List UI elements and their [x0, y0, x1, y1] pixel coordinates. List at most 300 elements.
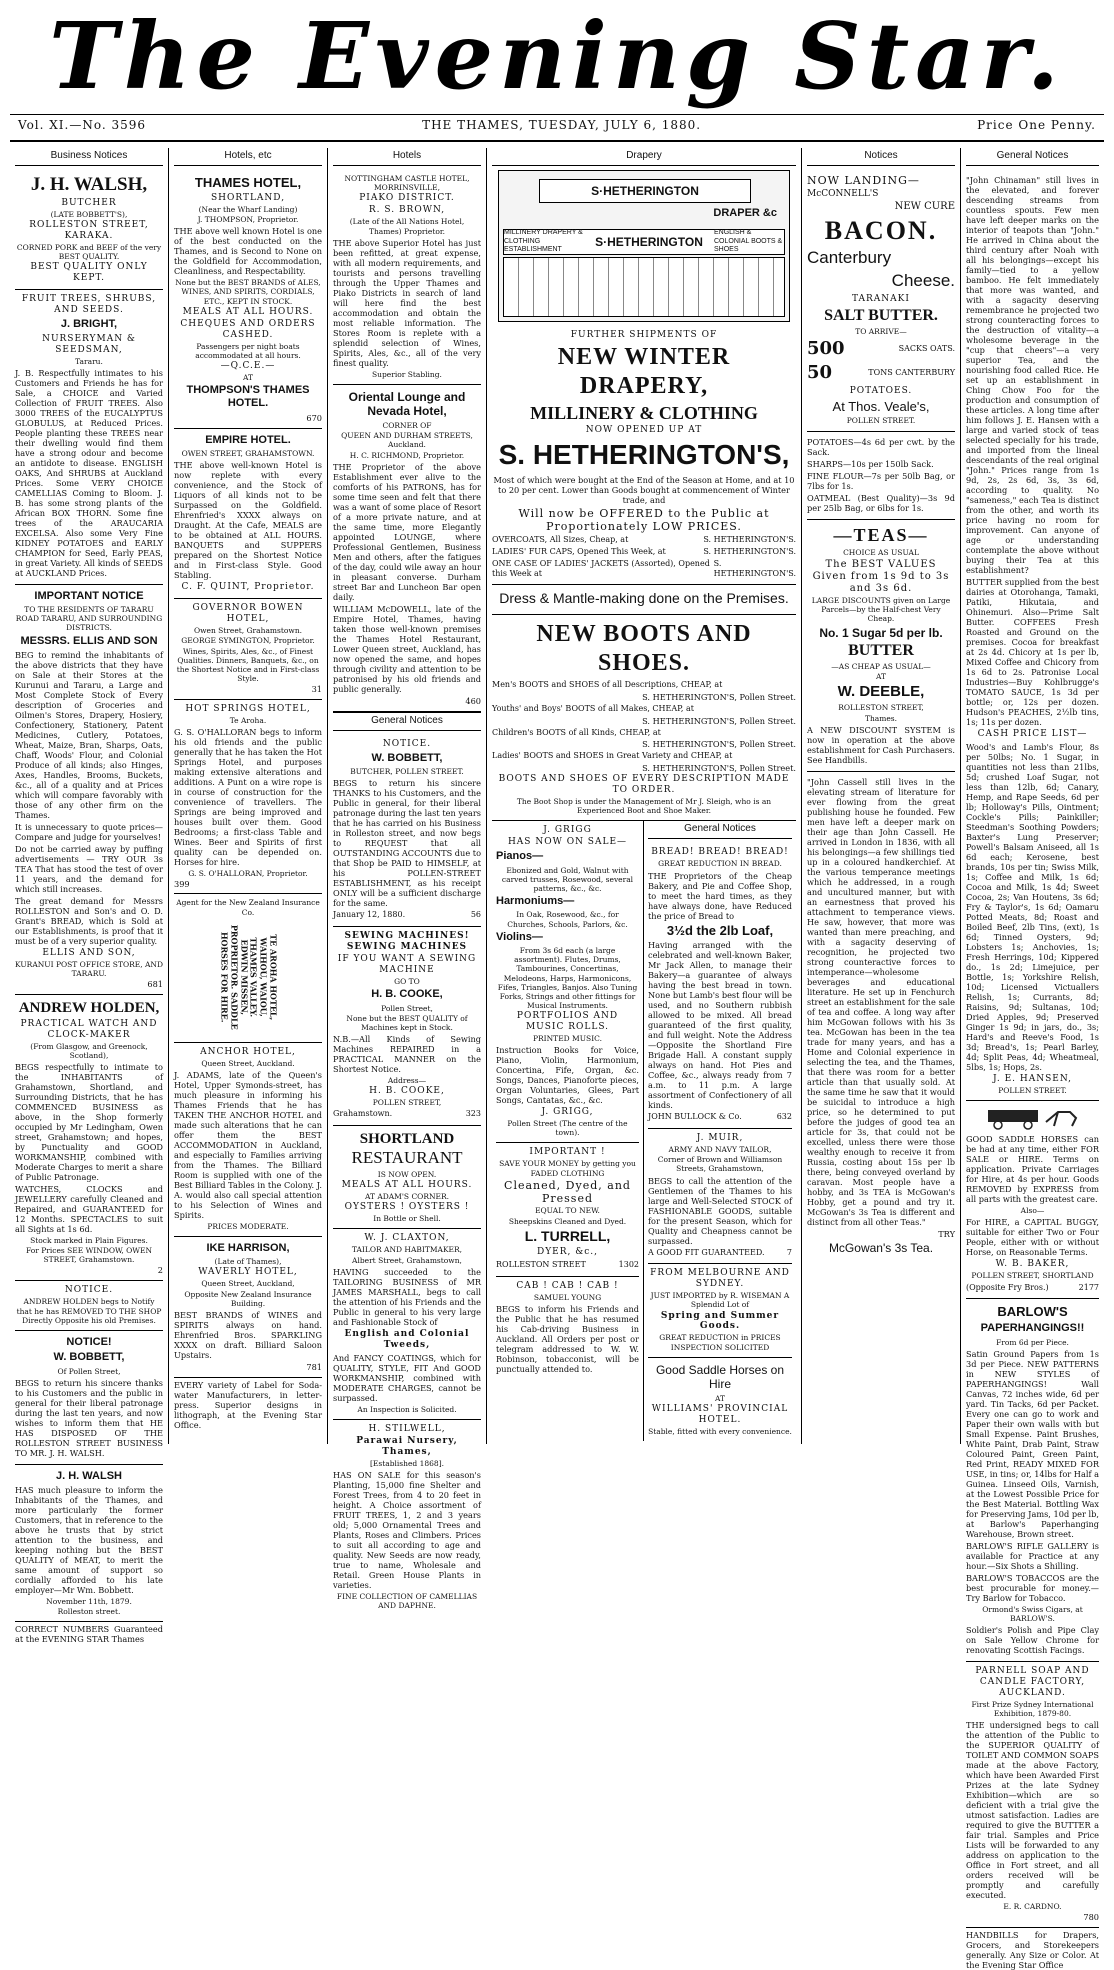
ad-sign: W. B. BAKER, — [995, 1259, 1070, 1270]
column-drapery — [487, 148, 802, 1444]
ad-line-where: S. HETHERINGTON'S, Pollen Street. — [642, 691, 796, 702]
prices-ad — [807, 432, 955, 520]
holden-ad — [15, 995, 163, 1281]
ad-title: ANDREW HOLDEN, — [18, 1000, 160, 1017]
ad-note: AT — [714, 1393, 725, 1403]
drapery-split — [492, 821, 796, 1441]
ad-body: It is unnecessary to quote prices—Compare and judge for yourselves! — [15, 822, 163, 842]
ad-body: THE above well-known Hotel is now replete with every convenience, and the Stock of Liquors of all kinds not to be Surpassed on the Goldfield. Ehrenfried's XXXX always on Draught. At the Cafe, MEALS are to be obtained at ALL HOURS. BANQUETS and SUPPERS prepared on the Shortest Notice and in First-class Style. Good Stabling. — [174, 460, 322, 581]
ad-trade: ARMY AND NAVY TAILOR, — [668, 1145, 772, 1155]
ad-note: Stable, fitted with every convenience. — [648, 1427, 792, 1437]
ad-title: H. B. COOKE, — [371, 988, 443, 1001]
ad-note: Opposite New Zealand Insurance Building. — [184, 1289, 312, 1308]
ad-nursery: Parawai Nursery, Thames, — [356, 1435, 458, 1457]
ad-note: BEST QUALITY ONLY KEPT. — [30, 262, 148, 284]
ad-sign: THOMPSON'S THAMES HOTEL. — [186, 384, 310, 410]
ad-body: BEG to remind the inhabitants of the above districts that they have on Sale at their Stores at the Kurunui and Tararu, a Large and Most Complete Stock of Every description of Groceries and Oilmen's Stores, Drapery, Hosiery, Confectionery, Stationery, Patent Medicines, Cutlery, Potatoes, Wheat, Maize, Bran, Sharps, Oats, Chaff, Woods' Flour, and Colonial Produce of all kinds; also Hinges, Axes, Handles, Brooms, Buckets, &c., all of a quality and at Prices which will compare favorably with those of any other firm on the Thames. — [15, 650, 163, 820]
ad-line: Men's BOOTS and SHOES of all Descriptions, CHEAP, at — [492, 680, 723, 690]
ad-item-body: In Oak, Rosewood, &c., for Churches, Schools, Parlors, &c. — [507, 910, 628, 929]
rotated-text: TE AROHA HOTEL, WAIHOU, WAIOU, THAMES VALLEY. EDWIN MISSEN, PROPRIETOR. SADDLE HORSES FOR HIRE. — [219, 925, 279, 1031]
ad-title: W. BOBBETT, — [371, 751, 443, 764]
dateline — [18, 118, 1096, 138]
ad-title-2: MILLINERY & CLOTHING — [530, 402, 758, 423]
ad-address: Corner of Brown and Williamson Streets, Grahamstown, — [657, 1155, 783, 1174]
ad-proprietor: J. THOMPSON, Proprietor. — [197, 215, 299, 225]
potatoes-label: TONS CANTERBURY — [868, 367, 955, 377]
ad-body: JUST IMPORTED by R. WISEMAN A Splendid Lot of — [650, 1291, 790, 1310]
ad-address: Owen Street, Grahamstown. — [193, 626, 303, 636]
ad-item: Violins— — [496, 930, 543, 943]
ad-town: Grahamstown. — [333, 1109, 393, 1119]
price-line: POTATOES—4s 6d per cwt. by the Sack. — [807, 436, 955, 457]
ad-footer — [333, 910, 481, 920]
ad-highlight: 3½d the 2lb Loaf, — [666, 922, 774, 938]
ad-note: From 6d per Piece. — [996, 1337, 1069, 1347]
ad-address: ROLLESTON STREET, — [838, 703, 924, 713]
ad-note: Passengers per night boats accommodated at all hours. — [195, 341, 301, 360]
te-aroha-ad — [174, 894, 322, 1042]
walsh2-ad — [15, 1465, 163, 1623]
baker-ad — [966, 1101, 1099, 1299]
ad-title: EMPIRE HOTEL. — [205, 433, 291, 446]
ad-note: (Opposite Fry Bros.) — [966, 1282, 1049, 1292]
anchor-hotel-ad — [174, 1043, 322, 1237]
ad-title: Dress & Mantle-making done on the Premises. — [499, 590, 789, 607]
ad-note: —AS CHEAP AS USUAL— — [831, 661, 931, 671]
ad-body: For HIRE, a CAPITAL BUGGY, suitable for either Two or Four People, either with or without Horse, on Reasonable Terms. — [966, 1217, 1099, 1258]
ad-title: BACON. — [824, 215, 938, 245]
ad-number: 2177 — [1078, 1282, 1099, 1292]
column-heading: Drapery — [492, 148, 796, 166]
correct-numbers: CORRECT NUMBERS Guaranteed at the EVENING STAR Thames — [15, 1624, 163, 1645]
ad-body: THE above Superior Hotel has just been refitted, at great expense, with all modern requirements, and tourists and persons travelling through the Upper Thames and Piako Districts in search of land will here find the best accommodation and obtain the most reliable information. The Stores Room is replete with a splendid selection of Wines, Spirits, Ales, &c., all of the very finest quality. — [333, 237, 481, 368]
agent-note: Agent for the New Zealand Insurance Co. — [176, 898, 320, 917]
ad-footer — [966, 1283, 1099, 1293]
labels-ad: EVERY variety of Label for Soda-water Manufacturers, in letter-press. Superior designs in lithograph, at the Evening Star Office. — [174, 1379, 322, 1430]
ad-line-where: S. HETHERINGTON'S, Pollen Street. — [642, 739, 796, 750]
price-line: FINE FLOUR—7s per 50lb Bag, or 7lbs for 1s. — [807, 470, 955, 491]
ad-lines — [492, 535, 796, 578]
ad-item: Pianos— — [496, 850, 544, 863]
ad-body: WILLIAM McDOWELL, late of the Empire Hotel, Thames, having taken those well-known premises the Thames Hotel Restaurant, Lower Queen street, Auckland, has now opened the same, and hopes through civility and attention to be patronised by his old friends and public generally. — [333, 603, 481, 694]
ad-body: J. ADAMS, late of the Queen's Hotel, Upper Symonds-street, has much pleasure in informing his Thames Friends that he has TAKEN THE ANCHOR HOTEL and made such alterations that he can offer them the BEST ACCOMMODATION in Auckland, and especially to Families arriving from the Thames. The Billiard Room is supplied with one of the Best Billiard Tables in the Colony. J. A. would also call special attention to his Selection of Wines and Spirits. — [174, 1069, 322, 1220]
ad-note: TARANAKI — [852, 293, 910, 304]
ad-body: HAS much pleasure to inform the Inhabitants of the Thames, and more particularly the former Customers, that in reference to the above he trusts that by strict attention to the business, and keeping nothing but the BEST QUALITY of MEAT, to merit the same amount of support so cordially afforded to his late employer—Mr Wm. Bobbett. — [15, 1485, 163, 1596]
ad-number: 323 — [465, 1109, 481, 1119]
ad-highlight: Spring and Summer Goods. — [660, 1310, 780, 1332]
ad-body: THE above well known Hotel is one of the best conducted on the Thames, and is Second to None on the Goldfield for Accommodation, Cleanliness, and Respectability. — [174, 226, 322, 277]
ad-body: HAVING succeeded to the TAILORING BUSINESS of MR JAMES MARSHALL, begs to call the attention of his Friends and the Public in general to his very large and Fashionable Stock of — [333, 1266, 481, 1327]
ad-note: (Late of the All Nations Hotel, Thames) Proprietor. — [349, 217, 465, 236]
ad-name: S. HETHERINGTON'S, — [498, 439, 790, 471]
oats-quantity: 500 — [807, 337, 845, 359]
hot-springs-ad — [174, 700, 322, 894]
ad-subheading: GREAT REDUCTION IN BREAD. — [658, 859, 782, 869]
ad-title-2: RESTAURANT — [351, 1148, 463, 1168]
column-heading: Hotels — [333, 148, 481, 166]
bowen-hotel-ad — [174, 599, 322, 700]
ad-line-where: S. HETHERINGTON'S, Pollen Street. — [642, 715, 796, 726]
price: Price One Penny. — [977, 118, 1096, 132]
sewing-ad — [333, 927, 481, 1126]
walsh-ad — [15, 170, 163, 290]
potatoes-quantity: 50 — [807, 361, 833, 383]
ad-body: BEST BRANDS of WINES and SPIRITS always on hand. Ehrenfried Bros. SPARKLING XXXX on draft. Billiard Saloon Upstairs. — [174, 1309, 322, 1360]
ad-number: 681 — [147, 979, 163, 990]
ad-title: SHORTLAND — [359, 1130, 455, 1147]
bobbett-notice — [15, 1331, 163, 1465]
ad-item-body: Ebonized and Gold, Walnut with carved trusses, Rosewood, several patterns, &c., &c. — [501, 865, 634, 893]
ad-note: An Inspection is Solicited. — [357, 1404, 457, 1414]
ad-note: POTATOES. — [849, 385, 913, 396]
ad-note: AT — [875, 671, 886, 681]
ad-title: J. BRIGHT, — [60, 318, 118, 331]
ad-title: —TEAS— — [833, 524, 929, 545]
ad-note: CORNER OF — [382, 421, 432, 431]
ad-body: THE Proprietors of the Cheap Bakery, and Pie and Coffee Shop, to meet the hard times, as they have always done, have Reduced the price of Bread to — [648, 870, 792, 921]
ad-address: QUEEN AND DURHAM STREETS, Auckland. — [341, 431, 473, 450]
ad-note: (Late of Thames), — [214, 1257, 282, 1267]
ad-subheading: TO THE RESIDENTS OF TARARU ROAD TARARU, AND SURROUNDING DISTRICTS. — [15, 605, 163, 633]
ad-address: POLLEN STREET. — [998, 1086, 1067, 1096]
ad-note: The Boot Shop is under the Management of Mr J. Sleigh, who is an Experienced Boot and Shoe Maker. — [516, 796, 772, 816]
price-line: SHARPS—10s per 150lb Sack. — [807, 458, 934, 469]
ad-body: BEGS to return his sincere THANKS to his Customers, and the Public in general, for their liberal patronage during the last ten years that he has carried on his Business in Rolleston street, and now begs to REQUEST that all OUTSTANDING ACCOUNTS due to that Shop be PAID to HIMSELF, at his POLLEN-STREET ESTABLISHMENT, as his receipt ONLY will be a sufficient discharge for the same. — [333, 778, 481, 909]
ad-note: TO ARRIVE— — [855, 326, 907, 336]
ad-body: And FANCY COATINGS, which for QUALITY, STYLE, FIT And GOOD WORKMANSHIP, combined with MODERATE CHARGES, cannot be surpassed. — [333, 1352, 481, 1403]
ad-body: BEGS to return his sincere thanks to his Customers and the public in general for their liberal patronage during the last ten years, and now wishes to inform them that HE HAS DISPOSED OF THE ROLLESTON STREET BUSINESS TO MR. J. H. WALSH. — [15, 1377, 163, 1458]
hansen-ad — [966, 170, 1099, 1101]
masthead-title: The Evening Star. — [49, 2, 1065, 110]
ad-place: Rolleston street. — [57, 1607, 121, 1617]
column-heading: Business Notices — [15, 148, 163, 166]
ad-address: OWEN STREET, GRAHAMSTOWN. — [181, 449, 315, 459]
ad-body: BEGS to call the attention of the Gentlemen of the Thames to his large and Well-Selected STOCK of FASHIONABLE GOODS, suitable for the present Season, which for Quality and Cheapness cannot be surpassed. — [648, 1175, 792, 1246]
ad-place: Te Aroha. — [229, 716, 267, 726]
ad-heading: CASH PRICE LIST— — [977, 729, 1088, 740]
ad-note: (From Glasgow, and Greenock, Scotland), — [30, 1041, 148, 1060]
ad-item: Harmoniums— — [496, 895, 575, 908]
ad-title: Oriental Lounge and Nevada Hotel, — [348, 389, 466, 419]
grigg-ad — [496, 821, 639, 1143]
ad-sign: ELLIS AND SON, — [42, 948, 136, 958]
ad-address: Queen Street, Auckland. — [201, 1058, 295, 1068]
ad-line: LADIES' FUR CAPS, Opened This Week, at S. HETHERINGTON'S. — [492, 547, 796, 557]
ad-title: J. MUIR, — [696, 1133, 744, 1144]
bread-ad — [648, 843, 792, 1129]
ad-note: Also— — [1020, 1206, 1045, 1216]
stilwell-ad — [333, 1420, 481, 1615]
ad-title: McGowan's 3s Tea. — [828, 1240, 934, 1255]
ad-note: FURTHER SHIPMENTS OF — [570, 330, 718, 341]
ad-number: 460 — [465, 695, 481, 706]
ad-address: ROLLESTON STREET — [496, 1259, 586, 1269]
ad-address: Pollen Street, — [381, 1003, 433, 1013]
ad-body: Instruction Books for Voice, Piano, Violin, Harmonium, Concertina, Fife, Organ, &c. Songs, Dances, Pianoforte pieces, Organ Voluntaries, Glees, Part Songs, Cantatas, &c., &c. — [496, 1045, 639, 1106]
ad-note: TRY — [938, 1228, 955, 1239]
masthead — [0, 2, 1114, 114]
ad-footer — [648, 1248, 792, 1258]
ad-note: Address— — [387, 1075, 427, 1085]
ad-body: HAS ON SALE for this season's Planting, 15,000 fine Shelter and Forest Trees, from 4 to 20 feet in height. A Choice assortment of FRUIT TREES, 1, 2 and 3 years old; 5,000 Ornamental Trees and Plants, Roses and Climbers. Prices to suit all according to age and quality. New Seeds are now ready, true to name, Wholesale and Retail. Green House Plants in varieties. — [333, 1469, 481, 1590]
horses-ad — [648, 1358, 792, 1441]
ad-address: BUTCHER, POLLEN STREET. — [350, 767, 464, 777]
column-hotels-etc — [169, 148, 328, 1444]
ad-note: OYSTERS ! OYSTERS ! — [344, 1202, 470, 1213]
ad-heading: IMPORTANT ! — [529, 1147, 606, 1158]
ad-footer — [648, 1112, 792, 1122]
handbills-ad: HANDBILLS for Drapers, Grocers, and Storekeepers generally. Any Size or Color. At the Evening Star Office — [966, 1930, 1099, 1970]
ad-note: In Bottle or Shell. — [373, 1214, 441, 1224]
ad-date: January 12, 1880. — [333, 910, 406, 920]
ad-number: 56 — [470, 910, 481, 920]
section-heading: General Notices — [333, 712, 481, 731]
muir-ad — [648, 1129, 792, 1264]
ad-note: PRICES MODERATE. — [207, 1221, 289, 1231]
ad-sign: H. B. COOKE, — [369, 1086, 445, 1097]
ad-sign: At Thos. Veale's, — [832, 398, 930, 414]
split-left — [492, 821, 644, 1441]
column-heading: General Notices — [966, 148, 1099, 166]
claxton-ad — [333, 1229, 481, 1419]
ad-trade: DYER, &c., — [537, 1246, 598, 1257]
ad-hotel: WILLIAMS' PROVINCIAL HOTEL. — [651, 1404, 789, 1426]
dress-ad — [492, 585, 796, 614]
deeble-ad — [807, 520, 955, 772]
ad-sign: J. E. HANSEN, — [992, 1074, 1073, 1085]
shop-sign-mid: S·HETHERINGTON — [595, 234, 703, 249]
column-heading: Hotels, etc — [174, 148, 322, 166]
ad-heading: NOTICE! — [66, 1335, 112, 1348]
ad-title: W. J. CLAXTON, — [364, 1233, 450, 1244]
ad-trade: BUTCHER — [61, 198, 117, 209]
price-line: OATMEAL (Best Quality)—3s 9d per 25lb Bag, or 6lbs for 1s. — [807, 492, 955, 513]
ad-hotel: WAVERLY HOTEL, — [198, 1267, 298, 1278]
ad-proprietor: H. C. RICHMOND, Proprietor. — [349, 450, 465, 460]
parnell-ad — [966, 1662, 1099, 1928]
ad-heading: SEWING MACHINES! SEWING MACHINES — [344, 931, 470, 953]
ad-body: Having arranged with the celebrated and well-known Baker, Mr Jack Allen, to manage their Bakery—a guarantee of always having the best bread in town. None but Lamb's best flour will be used, and no Southern rubbish allowed to be mixed. All bread guaranteed of the first quality, and full weight. Note the Address—Opposite the Shortland Fire Brigade Hall. A constant supply always on hand. Hot Pies and Coffee, &c., always ready from 7 a.m. to 11 p.m. A large assortment of Confectionery of all kinds. — [648, 940, 792, 1111]
ad-note: (Near the Wharf Landing) — [198, 205, 298, 215]
ad-line: Youths' and Boys' BOOTS of all Makes, CHEAP, at — [492, 703, 694, 713]
shortland-restaurant-ad — [333, 1126, 481, 1230]
ad-body: Wines, Spirits, Ales, &c., of Finest Qualities. Dinners, Banquets, &c., on the Shortest Notice and in First-class Style. — [176, 646, 320, 683]
ad-trade: PRACTICAL WATCH AND CLOCK-MAKER — [20, 1018, 158, 1040]
ad-note: FINE COLLECTION OF CAMELLIAS AND DAPHNE. — [336, 1591, 478, 1610]
ad-note: Ormond's Swiss Cigars, at BARLOW'S. — [982, 1604, 1083, 1623]
ad-trade: NURSERYMAN & SEEDSMAN, — [42, 333, 136, 355]
ad-title: Good Saddle Horses on Hire — [655, 1362, 785, 1392]
ad-highlight: English and Colonial Tweeds, — [344, 1328, 470, 1350]
ad-note: BOOTS AND SHOES OF EVERY DESCRIPTION MADE TO ORDER. — [498, 774, 790, 795]
ad-note: Sheepskins Cleaned and Dyed. — [508, 1216, 627, 1226]
ad-heading: IMPORTANT NOTICE — [34, 589, 144, 602]
ad-heading: CAB ! CAB ! CAB ! — [516, 1280, 619, 1291]
ad-title: J. H. WALSH — [55, 1469, 122, 1482]
ad-body: SAVE YOUR MONEY by getting you FADED CLOTHING — [499, 1159, 636, 1178]
ad-note: NOW OPENED UP AT — [585, 425, 703, 436]
ad-body: The BEST VALUES Given from 1s 9d to 3s and 3s 6d. — [812, 558, 950, 594]
ad-note: Superior Stabling. — [372, 369, 442, 379]
ad-title: ANCHOR HOTEL, — [200, 1046, 296, 1057]
ad-address: ROLLESTON STREET, KARAKA. — [29, 220, 149, 242]
ad-highlight: Cleaned, Dyed, and Pressed — [504, 1178, 631, 1206]
thames-hotel-ad — [174, 170, 322, 429]
ad-title: Canterbury — [807, 248, 892, 268]
ad-subheading: IF YOU WANT A SEWING MACHINE — [337, 954, 477, 975]
ad-address: Of Pollen Street, — [57, 1366, 121, 1376]
ad-title: GOVERNOR BOWEN HOTEL, — [192, 603, 304, 625]
ad-highlight: No. 1 Sugar 5d per lb. — [819, 625, 943, 640]
ad-address: POLLEN STREET, SHORTLAND — [971, 1271, 1094, 1281]
ad-note: McCONNELL'S — [807, 188, 879, 199]
ad-line-where: S. HETHERINGTON'S, Pollen Street. — [642, 763, 796, 774]
ad-number: 632 — [776, 1112, 792, 1122]
ad-item-body: From 3s 6d each (a large assortment). Flutes, Drums, Tambourines, Concertinas, Melodeons, Harps, Harmonicons, Fifes, Triangles, Banjos. Also Tuning Forks, Strings and other fittings for Musical Instruments. — [497, 946, 638, 1010]
shop-front-sign — [503, 229, 785, 255]
ad-body: Do not be carried away by puffing advertisements — TRY OUR 3s TEA That has stood the test of over 11 years, and the demand for which still increases. — [15, 844, 163, 894]
column-hotels — [328, 148, 487, 1610]
top-rule — [10, 114, 1104, 115]
ad-note: GO TO — [394, 976, 420, 986]
ad-body: A NEW DISCOUNT SYSTEM is now in operation at the above establishment for Cash Purchasers. See Handbills. — [807, 724, 955, 765]
ad-sign: JOHN BULLOCK & Co. — [648, 1112, 742, 1122]
dateline-rule — [10, 140, 1104, 142]
shop-sign-right: ENGLISH & COLONIAL BOOTS & SHOES — [713, 229, 783, 254]
shop-front — [503, 257, 785, 317]
ad-body: J. B. Respectfully intimates to his Customers and Friends he has for Sale, a CHOICE and Varied Collection of FRUIT TREES. Also 3000 TREES of the EUCALYPTUS GLOBULUS, at Reduced Prices. People planting these TREES near their dwelling would find them have a strong odour and become an antidote to disease. ENGLISH OAKS, And SHRUBS at Auckland Prices. Some VERY CHOICE CAMELLIAS Coming to Bloom. J. B. has some strong plants of the African BOX THORN. Some fine trees of the ARAUCARIA EXCELSA. Also some Very Fine KIDNEY POTATOES and EARLY CHAMPION for Seed, Early PEAS, in great Variety. All kinds of SEEDS at AUCKLAND Prices. — [15, 367, 163, 578]
bright-ad — [15, 290, 163, 584]
ad-title: NEW WINTER DRAPERY, — [557, 344, 731, 400]
harrison-ad — [174, 1237, 322, 1378]
ad-note: CHOICE AS USUAL — [843, 548, 919, 558]
ad-address: Pollen Street (The centre of the town). — [507, 1119, 628, 1138]
ad-title: W. BOBBETT, — [53, 1351, 125, 1364]
ad-title: NEW BOOTS AND SHOES. — [536, 620, 752, 676]
section-heading: General Notices — [648, 821, 792, 839]
ad-note: AT ADAM'S CORNER. — [364, 1192, 450, 1202]
ad-body: Soldier's Polish and Pipe Clay on Sale Yellow Chrome for renovating Scottish Facings. — [966, 1624, 1099, 1655]
ad-body: BEGS respectfully to intimate to the INHABITANTS of Grahamstown, Shortland, and Surrounding Districts, that he has COMMENCED BUSINESS as above, in the Shop formerly occupied by Mr Ledingham, Owen street, Grahamstown; and hopes, by Punctuality and GOOD WORKMANSHIP, combined with Moderate Charges to merit a share of Public Patronage. — [15, 1061, 163, 1182]
ad-proprietor: C. F. QUINT, Proprietor. — [181, 582, 315, 593]
ad-footer — [333, 1109, 481, 1119]
empire-hotel-ad — [174, 429, 322, 600]
ad-body: G. S. O'HALLORAN begs to inform his old friends and the public generally that he has taken the Hot Springs Hotel, and purposes making extensive alterations and additions. A Punt on a wire rope is in course of construction for the convenience of travellers. The Springs are being improved and houses built over them. Good Bedrooms; a first-class Table and Wines. Beer and Spirits of first quality can be depended on. Horses for hire. — [174, 727, 322, 868]
ad-body: GOOD SADDLE HORSES can be had at any time, either FOR SALE or HIRE. Terms on application. Private Carriages for Hire, at 4s per hour. Goods REMOVED by EXPRESS from all parts with the greatest care. — [966, 1134, 1099, 1205]
ad-proprietor: GEORGE SYMINGTON, Proprietor. — [181, 636, 315, 646]
ad-date: November 11th, 1879. — [46, 1597, 132, 1607]
ad-note: CHEQUES AND ORDERS CASHED. — [180, 318, 316, 340]
ad-line: OVERCOATS, All Sizes, Cheap, at S. HETHERINGTON'S. — [492, 535, 796, 545]
ad-title: BARLOW'S — [997, 1304, 1068, 1320]
ad-trade: TAILOR AND HABITMAKER, — [351, 1245, 463, 1255]
ad-note: [Established 1868]. — [369, 1458, 445, 1468]
ad-note: Stock marked in Plain Figures. — [30, 1235, 148, 1245]
turrell-ad — [496, 1143, 639, 1276]
ad-body: "John Chinaman" still lives in the elevated, and forever descending streams from countless spouts. Few men have left deeper marks on the interior of teapots than "John." He arrived in China about the third century after Noah with all his belongings—except his family—tied to a yellow bamboo. He felt immediately that more was wanted, and with a sagacity deserving remembrance he projected two strong counteracting forces to the destruction of vitality—a wholesome beverage in the "cup that cheers"—a very superior Tea, and the nourishing food called Rice. He set up an establishment in Ching Chow Foo for the production and consumption of these articles. A long time after him follows J. E. Hansen with a large and varied stock of teas selected specially for his trade, and imported from the lineal descendants of the real original "John." Prices range from 1s 9d, 2s, 2s 6d, 3s, 3s 6d, according to quality. No "sameness," each Tea is distinct from the other, and worth its price having no room for improvement. Can anyone of age or understanding contemplate the above without buying their Tea at this establishment? — [966, 175, 1099, 576]
ad-proprietor: G. S. O'HALLORAN, Proprietor. — [188, 869, 308, 879]
mcgowan-ad — [807, 772, 955, 1262]
ad-title: PARNELL SOAP AND CANDLE FACTORY, AUCKLAND. — [975, 1665, 1090, 1698]
ad-body: The great demand for Messrs ROLLESTON and Son's and O. D. Grant's BREAD, which is Sold at our Establishments, is proof that it must be of a very superior quality. — [15, 896, 163, 946]
ad-body: THE Proprietor of the above Establishment ever alive to the comforts of his PATRONS, has for some time seen and felt that there was a want of some place of Resort of a more private nature, and at the same time, more Elegantly appointed LOUNGE, where Professional Gentlemen, Business Men and others, after the fatigues of the day, could wile away an hour in pleasant converse. Durham street Bar and Luncheon Bar open daily. — [333, 461, 481, 602]
ad-note: PORTFOLIOS AND MUSIC ROLLS. — [516, 1011, 619, 1033]
column-notices — [802, 148, 961, 1444]
ad-heading: FROM MELBOURNE AND SYDNEY. — [650, 1268, 790, 1290]
ad-body: Most of which were bought at the End of the Season at Home, and at 10 to 20 per cent. Lower than Goods bought at commencement of Winter trade, and — [493, 474, 795, 505]
ad-title: NOTTINGHAM CASTLE HOTEL, MORRINSVILLE, — [344, 174, 470, 193]
removal-notice — [15, 1281, 163, 1330]
oats-label: SACKS OATS. — [898, 343, 955, 353]
ad-title: MESSRS. ELLIS AND SON — [20, 634, 158, 647]
hetherington-ad — [492, 326, 796, 585]
ad-heading: BREAD! BREAD! BREAD! — [651, 847, 789, 858]
ad-line: ONE CASE OF LADIES' JACKETS (Assorted), Opened this Week at S. HETHERINGTON'S. — [492, 558, 796, 578]
ad-note: LARGE DISCOUNTS given on Large Parcels—by the Half-chest Very Cheap. — [811, 596, 951, 624]
ad-title: J. H. WALSH, — [30, 174, 148, 196]
shop-draper-sign: DRAPER &c — [713, 207, 777, 220]
ad-address: POLLEN STREET. — [846, 416, 916, 426]
ad-number: 399 — [174, 879, 190, 890]
ad-subheading: HAS NOW ON SALE— — [507, 837, 628, 848]
shop-roof-sign: S·HETHERINGTON — [539, 179, 751, 203]
place-date: THE THAMES, TUESDAY, JULY 6, 1880. — [422, 118, 702, 132]
ad-line: Children's BOOTS of all Kinds, CHEAP, at — [492, 727, 661, 737]
ad-line — [807, 338, 955, 360]
boots-ad — [492, 615, 796, 822]
ad-heading: NOTICE. — [64, 1285, 114, 1296]
ad-place: Tararu. — [75, 356, 103, 366]
ad-line: Ladies' BOOTS and SHOES in Great Variety and CHEAP, at — [492, 751, 733, 761]
ad-town: Thames. — [864, 713, 898, 723]
ad-body: BEGS to inform his Friends and the Public that he has resumed his Cab-driving Business in Auckland. All Orders per post or telegram addressed to W. W. Robinson, tobacconist, will be punctually attended to. — [496, 1303, 639, 1374]
ad-note: MEALS AT ALL HOURS. — [182, 306, 314, 317]
ad-body: BARLOW'S RIFLE GALLERY is available for Practice at any hour.—Six Shots a Shilling. — [966, 1540, 1099, 1571]
shop-sign-left: MILLINERY DRAPERY & CLOTHING ESTABLISHMENT — [504, 229, 583, 254]
ad-title: SAMUEL YOUNG — [533, 1292, 602, 1302]
ad-body: BUTTER supplied from the best dairies at Otorohanga, Tamaki, Patiki, Hikutaia, and Ohinemuri. Also—Prime Salt Butter. COFFEES Fresh Roasted and Ground on the premises. Cocoa for breakfast at 2s 4d. Chicory at 1s per lb, Mixed Coffee and Chicory from 1s 6d to 2s. Patronise Local Industries—Buy Kohlbrugge's TOMATO SAUCE, 1s 3d per bottle; or, 12s per dozen. Hudson's PEACHES, 2½lb tins, 1s; 11s per dozen. — [966, 577, 1099, 728]
ad-note: IS NOW OPEN. — [377, 1170, 437, 1180]
oriental-ad — [333, 385, 481, 712]
ad-number: 670 — [306, 412, 322, 423]
ad-note: GREAT REDUCTION in PRICES INSPECTION SOLICITED — [659, 1333, 781, 1352]
barlow-ad — [966, 1299, 1099, 1662]
ad-note: AT — [242, 372, 253, 382]
ad-title: SALT BUTTER. — [824, 306, 938, 324]
ad-number: 781 — [306, 1361, 322, 1372]
ad-title: L. TURRELL, — [524, 1227, 611, 1244]
ad-body: ANDREW HOLDEN begs to Notify that he has REMOVED TO THE SHOP Directly Opposite his old Premises. — [16, 1297, 162, 1325]
ad-note: NEW CURE — [894, 200, 955, 212]
ad-title: IKE HARRISON, — [206, 1241, 290, 1254]
ad-sign: W. DEEBLE, — [837, 683, 925, 701]
ad-body: BARLOW'S TOBACCOS are the best procurable for money.—Try Barlow for Tobacco. — [966, 1572, 1099, 1603]
ad-body: CORNED PORK and BEEF of the very BEST QUALITY. — [16, 243, 162, 262]
columns — [10, 148, 1104, 1970]
volume-number: Vol. XI.—No. 3596 — [18, 118, 147, 132]
ad-footer — [496, 1260, 639, 1270]
ad-number: 780 — [1083, 1912, 1099, 1923]
veale-ad — [807, 170, 955, 431]
ad-body: N.B.—All Kinds of Sewing Machines REPAIRED in a PRACTICAL MANNER on the Shortest Notice. — [333, 1033, 481, 1074]
ad-body: None but the BEST BRANDS of ALES, WINES, AND SPIRITS, CORDIALS, ETC., KEPT IN STOCK. — [175, 278, 321, 306]
ellis-ad — [15, 585, 163, 995]
ad-note: NOW LANDING— — [807, 174, 920, 188]
ad-note: (LATE BOBBETT'S), — [50, 210, 128, 220]
ad-note: First Prize Sydney International Exhibition, 1879-80. — [971, 1699, 1094, 1718]
ad-sign: J. GRIGG, — [541, 1107, 594, 1118]
ad-note: —Q.C.E.— — [220, 360, 276, 371]
